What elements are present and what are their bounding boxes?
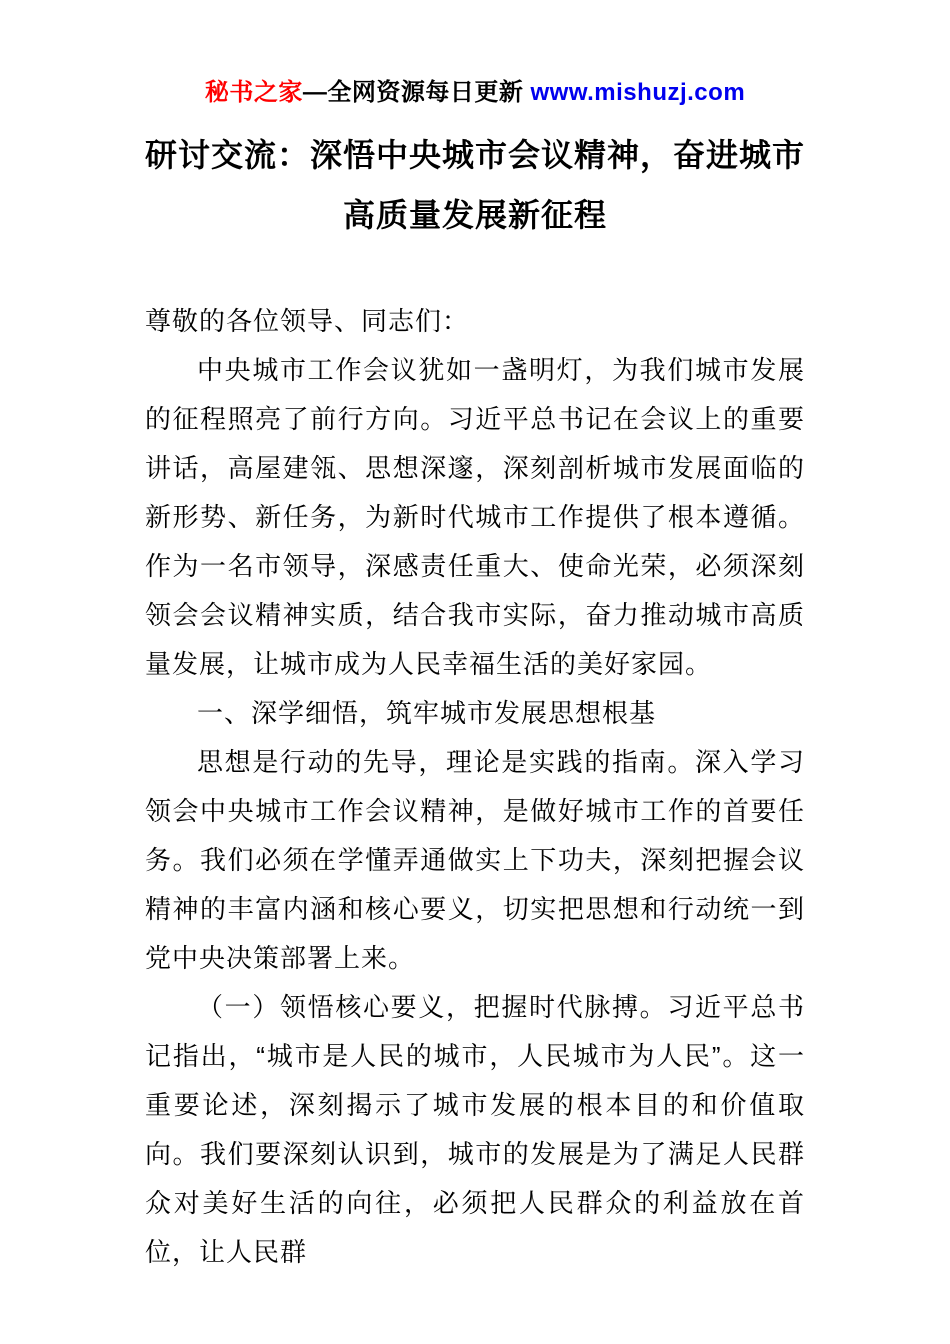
site-header	[145, 72, 805, 107]
site-url-link[interactable]: www.mishuzj.com	[530, 79, 746, 106]
paragraph-subsection-1: （一）领悟核心要义，把握时代脉搏。习近平总书记指出，“城市是人民的城市，人民城市为人民”。这一重要论述，深刻揭示了城市发展的根本目的和价值取向。我们要深刻认识到，城市的发展是为了满足人民群众对美好生活的向往，必须把人民群众的利益放在首位，让人民群	[145, 992, 805, 1267]
site-brand: 秘书之家	[204, 79, 303, 106]
paragraph-intro: 中央城市工作会议犹如一盏明灯，为我们城市发展的征程照亮了前行方向。习近平总书记在会议上的重要讲话，高屋建瓴、思想深邃，深刻剖析城市发展面临的新形势、新任务，为新时代城市工作提供了根本遵循。作为一名市领导，深感责任重大、使命光荣，必须深刻领会会议精神实质，结合我市实际，奋力推动城市高质量发展，让城市成为人民幸福生活的美好家园。	[145, 355, 805, 679]
site-tagline: —全网资源每日更新	[302, 79, 531, 106]
document-body	[145, 297, 805, 1277]
section-heading-1: 一、深学细悟，筑牢城市发展思想根基	[197, 698, 657, 728]
document-title: 研讨交流：深悟中央城市会议精神，奋进城市高质量发展新征程	[145, 137, 806, 233]
salutation: 尊敬的各位领导、同志们：	[145, 306, 470, 336]
paragraph-section-1: 思想是行动的先导，理论是实践的指南。深入学习领会中央城市工作会议精神，是做好城市工作的首要任务。我们必须在学懂弄通做实上下功夫，深刻把握会议精神的丰富内涵和核心要义，切实把思想和行动统一到党中央决策部署上来。	[145, 747, 805, 973]
